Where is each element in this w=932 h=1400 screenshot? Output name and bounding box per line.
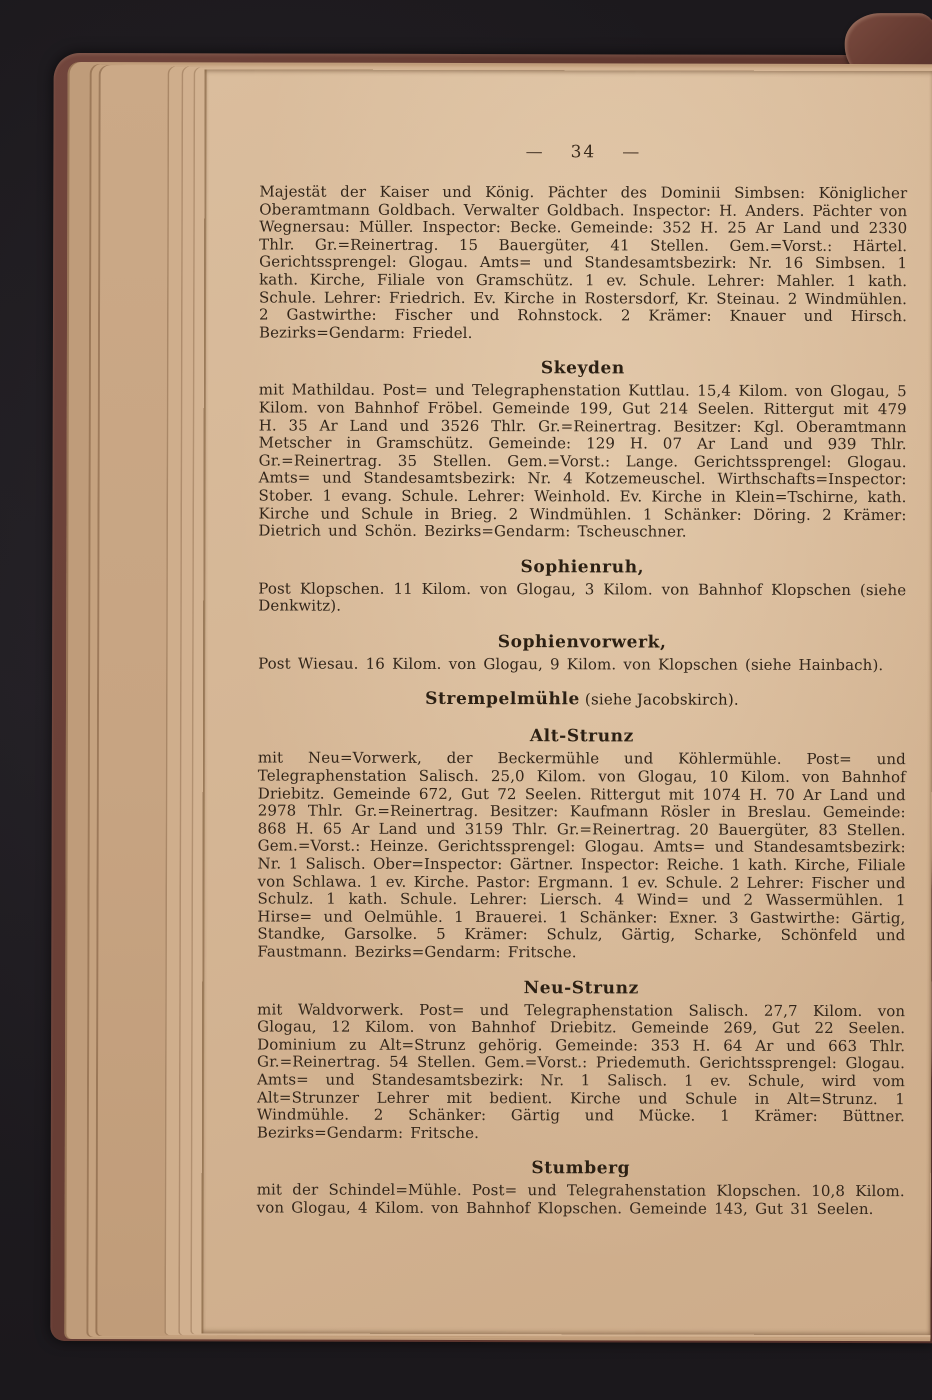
entry-heading-reference: (siehe Jacobskirch). bbox=[579, 690, 739, 710]
entry-heading: Alt-Strunz bbox=[529, 726, 634, 747]
gazetteer-entry-sophienruh bbox=[258, 555, 906, 617]
page-content bbox=[257, 141, 908, 1218]
page-number: 34 bbox=[570, 142, 597, 163]
gazetteer-entry-alt-strunz bbox=[257, 725, 906, 963]
page-number-header bbox=[259, 141, 907, 163]
entry-body: Post Wiesau. 16 Kilom. von Glogau, 9 Kilom. von Klopschen (siehe Hainbach). bbox=[258, 654, 884, 674]
entry-heading: Sophienvorwerk, bbox=[497, 631, 667, 653]
book-page bbox=[201, 69, 932, 1335]
entry-body: mit Waldvorwerk. Post= und Telegraphenstation Salisch. 27,7 Kilom. von Glogau, 12 Kilom. von Bahnhof Driebitz. Gemeinde 269, Gut 22 Seelen. Dominium zu Alt=Strunz gehörig. Gemeinde: 353 H. 64 Ar und 663 Thlr. Gr.=Reinertrag. 54 Stellen. Gem.=Vorst.: Priedemuth. Gerichtssprengel: Glogau. Amts= und Standesamtsbezirk: Nr. 1 Salisch. 1 ev. Schule, wird vom Alt=Strunzer Lehrer mit bedient. Kirche und Schule in Alt=Strunz. 1 Windmühle. 2 Schänker: Gärtig und Mücke. 1 Krämer: Büttner. Bezirks=Gendarm: Fritsche. bbox=[256, 1000, 906, 1142]
entry-heading: Sophienruh, bbox=[520, 556, 645, 578]
entry-heading: Strempelmühle (siehe Jacobskirch). bbox=[425, 689, 739, 710]
gazetteer-entry-sophienvorwerk bbox=[258, 630, 906, 674]
entry-heading: Skeyden bbox=[540, 358, 625, 379]
gazetteer-entry-strempelmuehle bbox=[258, 688, 906, 712]
entry-body: mit der Schindel=Mühle. Post= und Telegrahenstation Klopschen. 10,8 Kilom. von Glogau, 4 Kilom. von Bahnhof Klopschen. Gemeinde 143, Gut 31 Seelen. bbox=[256, 1180, 905, 1219]
gazetteer-entry-stumberg bbox=[257, 1157, 905, 1219]
entry-body: Majestät der Kaiser und König. Pächter des Dominii Simbsen: Königlicher Oberamtmann Goldbach. Verwalter Goldbach. Inspector: H. Anders. Pächter von Wegnersau: Müller. Inspector: Becke. Gemeinde: 352 H. 25 Ar Land und 2330 Thlr. Gr.=Reinertrag. 15 Bauergüter, 41 Stellen. Gem.=Vorst.: Härtel. Gerichtssprengel: Glogau. Amts= und Standesamtsbezirk: Nr. 16 Simbsen. 1 kath. Kirche, Filiale von Gramschütz. 1 ev. Schule. Lehrer: Mahler. 1 kath. Schule. Lehrer: Friedrich. Ev. Kirche in Rostersdorf, Kr. Steinau. 2 Windmühlen. 2 Gastwirthe: Fischer und Rohnstock. 2 Krämer: Knauer und Hirsch. Bezirks=Gendarm: Friedel. bbox=[258, 182, 908, 342]
gazetteer-entry-neu-strunz bbox=[257, 976, 905, 1143]
gazetteer-entry-skeyden bbox=[258, 357, 906, 542]
entry-body: mit Mathildau. Post= und Telegraphenstation Kuttlau. 15,4 Kilom. von Glogau, 5 Kilom. von Bahnhof Fröbel. Gemeinde 199, Gut 214 Seelen. Rittergut mit 479 H. 35 Ar Land und 3526 Thlr. Gr.=Reinertrag. Besitzer: Kgl. Oberamtmann Metscher in Gramschütz. Gemeinde: 129 H. 07 Ar Land und 939 Thlr. Gr.=Reinertrag. 35 Stellen. Gem.=Vorst.: Lange. Gerichtssprengel: Glogau. Amts= und Standesamtsbezirk: Nr. 4 Kotzemeuschel. Wirthschafts=Inspector: Stober. 1 evang. Schule. Lehrer: Weinhold. Ev. Kirche in Klein=Tschirne, kath. Kirche und Schule in Brieg. 2 Windmühlen. 1 Schänker: Döring. 2 Krämer: Dietrich und Schön. Bezirks=Gendarm: Tscheuschner. bbox=[258, 380, 907, 541]
entry-heading: Stumberg bbox=[531, 1158, 631, 1179]
entry-body: Post Klopschen. 11 Kilom. von Glogau, 3 Kilom. von Bahnhof Klopschen (siehe Denkwitz). bbox=[258, 579, 907, 615]
gazetteer-entry-simbsen-continued bbox=[259, 183, 907, 343]
left-dash: — bbox=[525, 142, 545, 163]
entry-body: mit Neu=Vorwerk, der Beckermühle und Köhlermühle. Post= und Telegraphenstation Salisch. 25,0 Kilom. von Glogau, 10 Kilom. von Bahnhof Driebitz. Gemeinde 672, Gut 72 Seelen. Rittergut mit 1074 H. 70 Ar Land und 2978 Thlr. Gr.=Reinertrag. Besitzer: Kaufmann Rösler in Breslau. Gemeinde: 868 H. 65 Ar Land und 3159 Thlr. Gr.=Reinertrag. 20 Bauergüter, 83 Stellen. Gem.=Vorst.: Heinze. Gerichtssprengel: Glogau. Amts= und Standesamtsbezirk: Nr. 1 Salisch. Ober=Inspector: Gärtner. Inspector: Reiche. 1 kath. Kirche, Filiale von Schlawa. 1 ev. Kirche. Pastor: Ergmann. 1 ev. Schule. 2 Lehrer: Fischer und Schulz. 1 kath. Schule. Lehrer: Liersch. 4 Wind= und 2 Wassermühlen. 1 Hirse= und Oelmühle. 1 Brauerei. 1 Schänker: Exner. 3 Gastwirthe: Gärtig, Standke, Garsolke. 5 Krämer: Schulz, Gärtig, Scharke, Schönfeld und Faustmann. Bezirks=Gendarm: Fritsche. bbox=[257, 748, 906, 962]
right-dash: — bbox=[622, 142, 642, 163]
entry-heading: Neu-Strunz bbox=[523, 977, 639, 999]
